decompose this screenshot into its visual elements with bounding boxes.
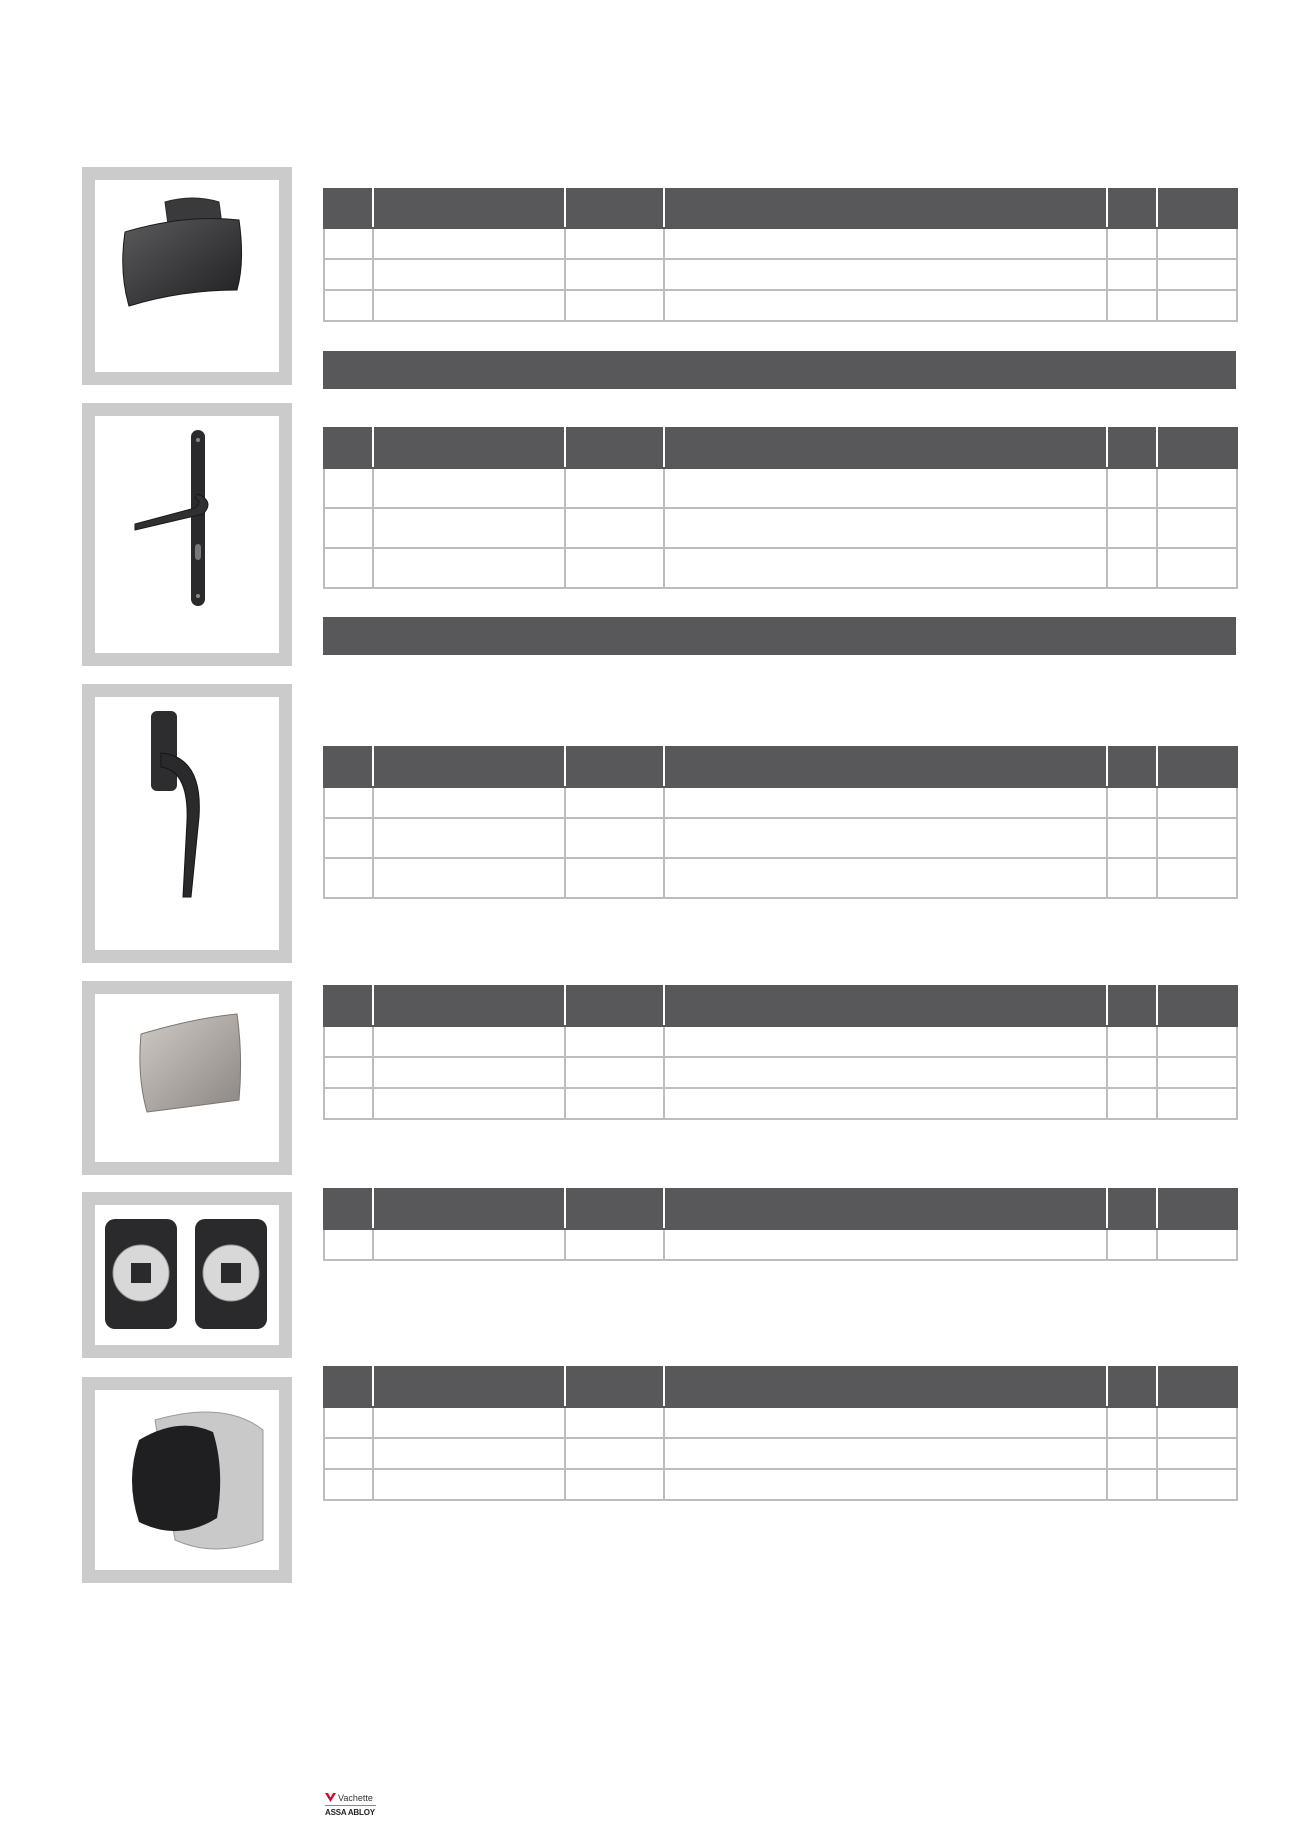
table-row [324, 858, 1237, 898]
table-row [324, 1026, 1237, 1057]
product-image-window-handle [82, 684, 292, 963]
table-header-row [324, 1189, 1237, 1229]
table-row [324, 1229, 1237, 1260]
table-header-row [324, 1367, 1237, 1407]
table-header-row [324, 747, 1237, 787]
table-row [324, 787, 1237, 818]
table-row [324, 228, 1237, 259]
table-header-row [324, 189, 1237, 228]
table-row [324, 1438, 1237, 1469]
table-header-row [324, 428, 1237, 468]
table-row [324, 508, 1237, 548]
product-image-square-knob [82, 167, 292, 385]
product-image-lever-plate [82, 403, 292, 666]
table-row [324, 1057, 1237, 1088]
brand-name: Vachette [338, 1792, 373, 1803]
table-row [324, 259, 1237, 290]
spec-table-2 [323, 427, 1238, 589]
logo-divider [325, 1805, 376, 1806]
table-row [324, 290, 1237, 321]
product-image-rosette-adapters [82, 1192, 292, 1358]
spec-table-4 [323, 985, 1238, 1120]
table-header-row [324, 986, 1237, 1026]
spec-table-3 [323, 746, 1238, 899]
table-row [324, 818, 1237, 858]
spec-table-1 [323, 188, 1238, 322]
table-row [324, 548, 1237, 588]
brand-logo [325, 1792, 376, 1817]
spec-table-6 [323, 1366, 1238, 1501]
table-row [324, 1407, 1237, 1438]
table-row [324, 1088, 1237, 1119]
vachette-v-icon [325, 1792, 336, 1803]
product-image-door-stop [82, 1377, 292, 1583]
group-name: ASSA ABLOY [325, 1808, 375, 1817]
section-divider-bar [323, 351, 1236, 389]
spec-table-5 [323, 1188, 1238, 1261]
product-image-flush-pull [82, 981, 292, 1175]
table-row [324, 1469, 1237, 1500]
section-divider-bar [323, 617, 1236, 655]
table-row [324, 468, 1237, 508]
